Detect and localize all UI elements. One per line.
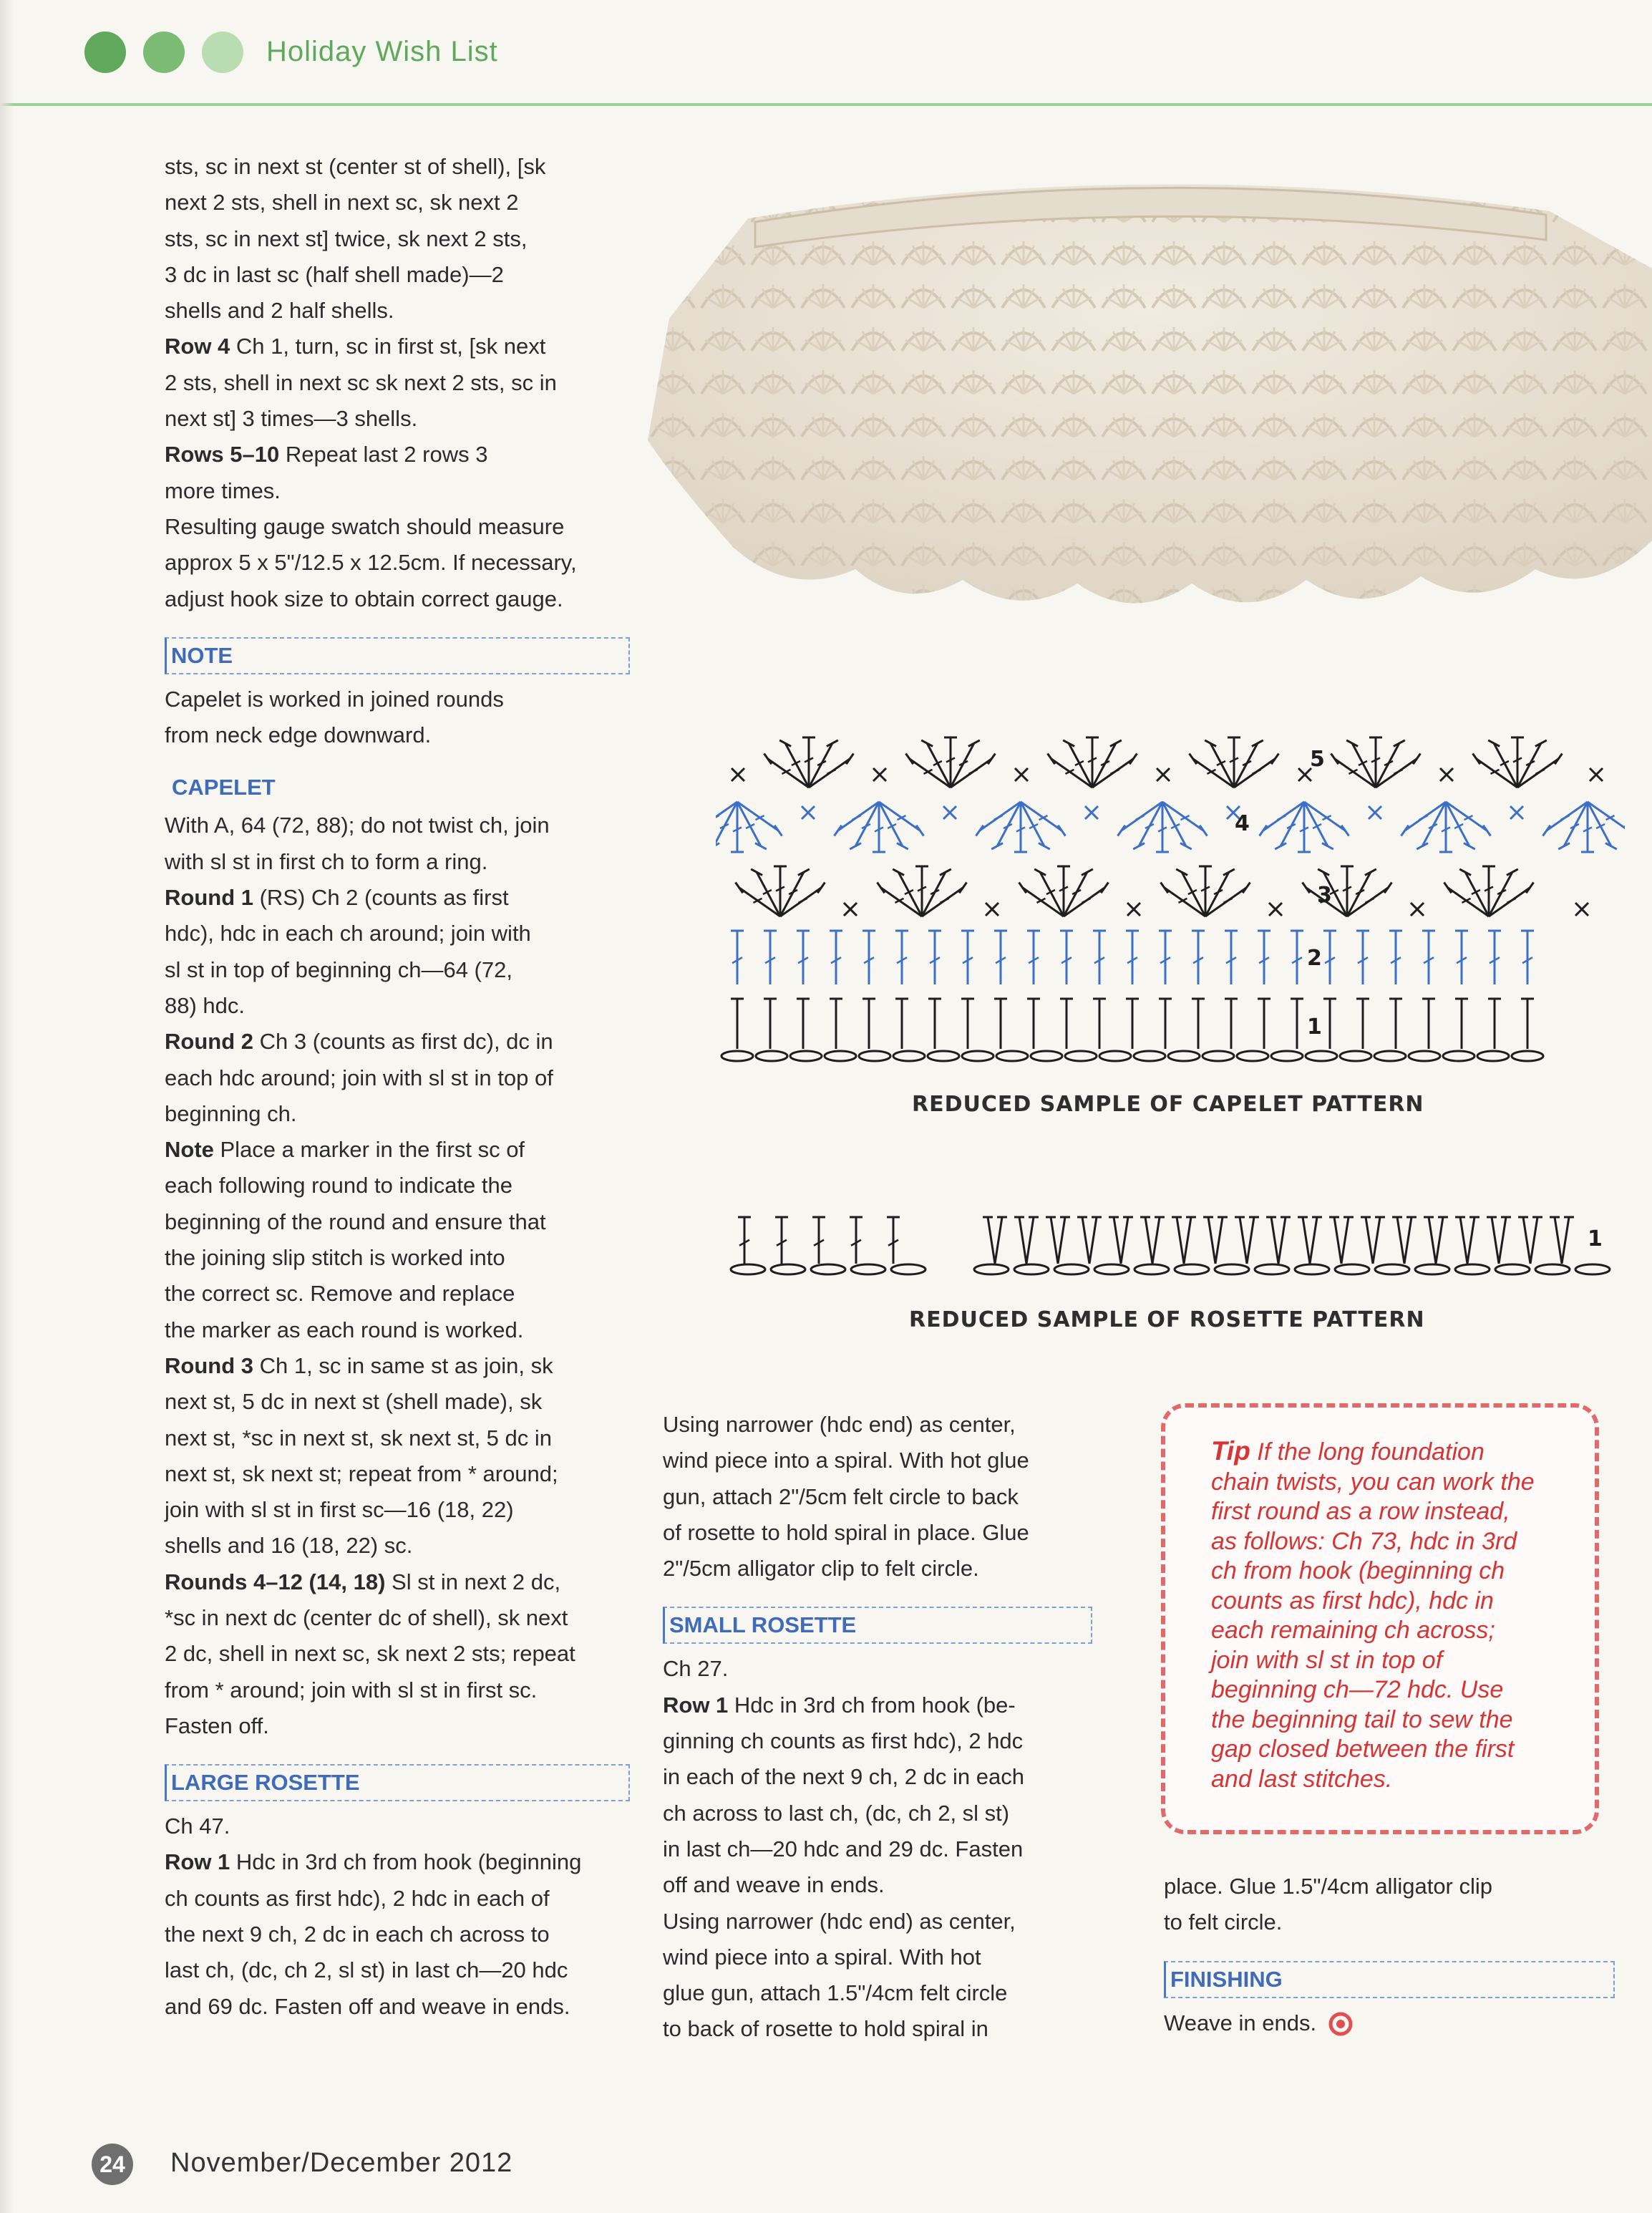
- section-title: Holiday Wish List: [266, 36, 498, 67]
- capelet-photo: [648, 140, 1652, 641]
- dc-symbol: [1192, 931, 1205, 984]
- hdc-symbol: [738, 1217, 751, 1264]
- shell-symbol: [1302, 866, 1391, 916]
- dc-symbol: [1389, 931, 1402, 984]
- gauge-text: Resulting gauge swatch should measure approx 5 x 5"/12.5 x 12.5cm. If necessary, adjust hook size to obtain correct gauge.: [165, 513, 577, 611]
- header-rule: [0, 103, 1652, 106]
- chain-symbol: [790, 1051, 822, 1061]
- capelet-stitch-chart: [716, 737, 1625, 1061]
- hdc-symbol: [1356, 999, 1369, 1049]
- chain-symbol: [825, 1051, 856, 1061]
- hdc-symbol: [895, 999, 908, 1049]
- hdc-symbol: [731, 999, 744, 1049]
- hdc-symbol: [812, 1217, 825, 1264]
- shell-symbol: [735, 866, 825, 916]
- dc-symbol: [830, 931, 842, 984]
- chain-symbol: [928, 1051, 959, 1061]
- dc-pair-symbol: [1014, 1217, 1039, 1264]
- round-number-2: 2: [1307, 946, 1322, 971]
- hdc-symbol: [1159, 999, 1172, 1049]
- sc-symbol: [1440, 768, 1453, 781]
- chain-symbol: [1134, 1051, 1165, 1061]
- shell-symbol: [1259, 802, 1349, 852]
- sc-symbol: [873, 768, 886, 781]
- chain-symbol: [1375, 1264, 1409, 1274]
- end-mark-icon: [1328, 2012, 1353, 2036]
- chain-symbol: [859, 1051, 890, 1061]
- hdc-symbol: [764, 999, 777, 1049]
- round-number-3: 3: [1317, 883, 1332, 908]
- capelet-illustration: [648, 140, 1652, 641]
- dc-pair-symbol: [1046, 1217, 1070, 1264]
- header-dot-medium: [143, 32, 185, 73]
- dc-pair-symbol: [1392, 1217, 1417, 1264]
- page-header: [0, 0, 1652, 107]
- chain-symbol: [1215, 1264, 1249, 1274]
- dc-symbol: [1126, 931, 1139, 984]
- chain-symbol: [891, 1264, 925, 1274]
- shell-symbol: [976, 802, 1065, 852]
- dc-symbol: [1258, 931, 1270, 984]
- chain-symbol: [731, 1264, 765, 1274]
- large-rosette-heading: LARGE ROSETTE: [165, 1764, 630, 1801]
- dc-pair-symbol: [1518, 1217, 1542, 1264]
- round-number-5: 5: [1310, 747, 1325, 772]
- dc-symbol: [1488, 931, 1501, 984]
- sc-symbol: [986, 903, 999, 916]
- dc-pair-symbol: [1109, 1217, 1133, 1264]
- shell-symbol: [877, 866, 966, 916]
- hdc-symbol: [994, 999, 1007, 1049]
- dc-symbol: [731, 931, 744, 984]
- chain-symbol: [1065, 1051, 1097, 1061]
- chain-symbol: [1168, 1051, 1200, 1061]
- shell-symbol: [1160, 866, 1250, 916]
- chain-symbol: [1374, 1051, 1406, 1061]
- dc-symbol: [1521, 931, 1534, 984]
- sc-symbol: [1510, 806, 1523, 819]
- chain-symbol: [1099, 1051, 1131, 1061]
- sc-symbol: [1157, 768, 1170, 781]
- shell-symbol: [1047, 737, 1137, 788]
- page-number: 24: [92, 2144, 133, 2185]
- shell-symbol: [1189, 737, 1278, 788]
- large-rosette-spiral: Using narrower (hdc end) as center, wind piece into a spiral. With hot glue gun, attach 2"/5cm felt circle to back of rosette to hold spiral in place. Glue 2"/5cm alligator clip to felt circle.: [663, 1412, 1029, 1582]
- round-number-4: 4: [1235, 811, 1250, 836]
- rounds4-12-instruction: Rounds 4–12 (14, 18) Sl st in next 2 dc, *sc in next dc (center dc of shell), sk next 2 dc, shell in next sc, sk next 2 sts; repeat from * around; join with sl st in first sc. Fasten off.: [165, 1569, 575, 1738]
- chain-symbol: [756, 1051, 787, 1061]
- capelet-heading: CAPELET: [172, 775, 276, 800]
- rosette-stitch-chart: [731, 1217, 1610, 1274]
- dc-symbol: [764, 931, 777, 984]
- dc-symbol: [1093, 931, 1106, 984]
- header-dot-dark: [84, 32, 126, 73]
- left-column: [165, 149, 630, 2025]
- dc-symbol: [797, 931, 810, 984]
- dc-symbol: [895, 931, 908, 984]
- chain-symbol: [1335, 1264, 1369, 1274]
- dc-symbol: [1159, 931, 1172, 984]
- chain-symbol: [771, 1264, 805, 1274]
- dc-pair-symbol: [1329, 1217, 1354, 1264]
- hdc-symbol: [1291, 999, 1303, 1049]
- dc-symbol: [961, 931, 974, 984]
- dc-pair-symbol: [1487, 1217, 1511, 1264]
- sc-symbol: [802, 806, 815, 819]
- chain-symbol: [1512, 1051, 1543, 1061]
- sc-symbol: [732, 768, 744, 781]
- chain-symbol: [1237, 1051, 1268, 1061]
- hdc-symbol: [850, 1217, 863, 1264]
- hdc-symbol: [961, 999, 974, 1049]
- shell-symbol: [764, 737, 853, 788]
- hdc-symbol: [1027, 999, 1040, 1049]
- sc-symbol: [943, 806, 956, 819]
- dc-pair-symbol: [1077, 1217, 1102, 1264]
- sc-symbol: [1369, 806, 1381, 819]
- round-number-1: 1: [1307, 1015, 1322, 1040]
- rosette-row-number: 1: [1588, 1226, 1603, 1251]
- right-column: [1164, 1869, 1615, 2041]
- dc-pair-symbol: [1361, 1217, 1385, 1264]
- dc-pair-symbol: [1172, 1217, 1196, 1264]
- chain-symbol: [1202, 1051, 1234, 1061]
- dc-pair-symbol: [1140, 1217, 1165, 1264]
- dc-pair-symbol: [1266, 1217, 1291, 1264]
- hdc-symbol: [1488, 999, 1501, 1049]
- tip-box: [1161, 1403, 1599, 1834]
- middle-column: [663, 1407, 1092, 2048]
- chain-symbol: [1455, 1264, 1490, 1274]
- shell-symbol: [1117, 802, 1207, 852]
- hdc-symbol: [797, 999, 810, 1049]
- sc-symbol: [1575, 903, 1588, 916]
- dc-pair-symbol: [1235, 1217, 1259, 1264]
- chain-symbol: [1340, 1051, 1371, 1061]
- note-text: Capelet is worked in joined rounds from neck edge downward.: [165, 686, 504, 748]
- chain-symbol: [1495, 1264, 1530, 1274]
- chain-symbol: [1535, 1264, 1570, 1274]
- tip-label: Tip: [1211, 1436, 1250, 1466]
- large-rosette-chain: Ch 47.: [165, 1814, 230, 1839]
- round2-instruction: Round 2 Ch 3 (counts as first dc), dc in each hdc around; join with sl st in top of beginning ch.: [165, 1029, 553, 1126]
- rows5-10-instruction: Rows 5–10 Repeat last 2 rows 3 more times.: [165, 442, 488, 503]
- header-dot-light: [202, 32, 243, 73]
- sc-symbol: [1269, 903, 1282, 916]
- chain-symbol: [974, 1264, 1009, 1274]
- chain-symbol: [721, 1051, 753, 1061]
- chain-symbol: [1175, 1264, 1209, 1274]
- capelet-diagram-caption: REDUCED SAMPLE OF CAPELET PATTERN: [912, 1092, 1424, 1117]
- hdc-symbol: [1389, 999, 1402, 1049]
- shell-symbol: [1331, 737, 1420, 788]
- sc-symbol: [844, 903, 857, 916]
- dc-symbol: [1225, 931, 1238, 984]
- dc-pair-symbol: [983, 1217, 1007, 1264]
- dc-symbol: [1323, 931, 1336, 984]
- chain-symbol: [1477, 1051, 1509, 1061]
- shell-symbol: [1472, 737, 1562, 788]
- chain-symbol: [1409, 1051, 1440, 1061]
- hdc-symbol: [1093, 999, 1106, 1049]
- chain-symbol: [1031, 1051, 1062, 1061]
- hdc-symbol: [1258, 999, 1270, 1049]
- small-rosette-heading: SMALL ROSETTE: [663, 1607, 1092, 1644]
- small-rosette-glue: place. Glue 1.5"/4cm alligator clip to felt circle.: [1164, 1874, 1493, 1935]
- chain-symbol: [1094, 1264, 1129, 1274]
- dc-symbol: [1027, 931, 1040, 984]
- finishing-text: Weave in ends.: [1164, 2005, 1615, 2041]
- chain-symbol: [1443, 1051, 1474, 1061]
- chain-symbol: [1575, 1264, 1610, 1274]
- rosette-diagram-caption: REDUCED SAMPLE OF ROSETTE PATTERN: [909, 1307, 1425, 1332]
- round3-instruction: Round 3 Ch 1, sc in same st as join, sk next st, 5 dc in next st (shell made), sk next st, *sc in next st, sk next st, 5 dc in next st, sk next st; repeat from * around; join with sl st in first sc—16 (18, 22) shells and 16 (18, 22) sc.: [165, 1352, 558, 1559]
- dc-symbol: [1455, 931, 1468, 984]
- shell-symbol: [1019, 866, 1108, 916]
- dc-pair-symbol: [1550, 1217, 1574, 1264]
- chain-symbol: [1054, 1264, 1089, 1274]
- sc-symbol: [1590, 768, 1603, 781]
- dc-pair-symbol: [1203, 1217, 1228, 1264]
- dc-pair-symbol: [1455, 1217, 1479, 1264]
- hdc-symbol: [1455, 999, 1468, 1049]
- dc-symbol: [1356, 931, 1369, 984]
- sc-symbol: [1127, 903, 1140, 916]
- dc-symbol: [1060, 931, 1073, 984]
- hdc-symbol: [775, 1217, 788, 1264]
- hdc-symbol: [887, 1217, 900, 1264]
- chain-symbol: [1271, 1051, 1303, 1061]
- hdc-symbol: [1126, 999, 1139, 1049]
- sc-symbol: [1085, 806, 1098, 819]
- intro-text: sts, sc in next st (center st of shell), [sk next 2 sts, shell in next sc, sk next 2 sts, sc in next st] twice, sk next 2 sts, 3 dc in last sc (half shell made)—2 shells and 2 half shells.: [165, 154, 546, 324]
- marker-note: Note Place a marker in the first sc of each following round to indicate the beginning of the round and ensure that the joining slip stitch is worked into the correct sc. Remove and replace the marker as each round is worked.: [165, 1137, 546, 1342]
- hdc-symbol: [1323, 999, 1336, 1049]
- dc-pair-symbol: [1424, 1217, 1448, 1264]
- chain-symbol: [1295, 1264, 1329, 1274]
- round1-instruction: Round 1 (RS) Ch 2 (counts as first hdc), hdc in each ch around; join with sl st in top of beginning ch—64 (72, 88) hdc.: [165, 885, 531, 1018]
- chain-symbol: [962, 1051, 993, 1061]
- sc-symbol: [1015, 768, 1028, 781]
- large-rosette-row1: Row 1 Hdc in 3rd ch from hook (beginning ch counts as first hdc), 2 hdc in each of the next 9 ch, 2 dc in each ch across to last ch, (dc, ch 2, sl st) in last ch—20 hdc and 69 dc. Fasten off and weave in ends.: [165, 1849, 582, 2019]
- hdc-symbol: [1225, 999, 1238, 1049]
- shell-symbol: [834, 802, 923, 852]
- row4-instruction: Row 4 Ch 1, turn, sc in first st, [sk next 2 sts, shell in next sc sk next 2 sts, sc in next st] 3 times—3 shells.: [165, 334, 557, 432]
- chain-symbol: [851, 1264, 885, 1274]
- chain-symbol: [893, 1051, 925, 1061]
- dc-pair-symbol: [1298, 1217, 1322, 1264]
- chain-symbol: [811, 1264, 845, 1274]
- dc-symbol: [1422, 931, 1435, 984]
- hdc-symbol: [863, 999, 875, 1049]
- dc-symbol: [1291, 931, 1303, 984]
- dc-symbol: [863, 931, 875, 984]
- dc-symbol: [994, 931, 1007, 984]
- note-heading: NOTE: [165, 637, 630, 674]
- shell-symbol: [1401, 802, 1490, 852]
- chain-symbol: [1306, 1051, 1337, 1061]
- hdc-symbol: [830, 999, 842, 1049]
- dc-symbol: [928, 931, 941, 984]
- capelet-foundation: With A, 64 (72, 88); do not twist ch, join with sl st in first ch to form a ring.: [165, 813, 550, 874]
- shell-symbol: [716, 802, 782, 852]
- shell-symbol: [905, 737, 995, 788]
- hdc-symbol: [1521, 999, 1534, 1049]
- page-gutter-shadow: [0, 0, 14, 2213]
- chain-symbol: [1014, 1264, 1049, 1274]
- shell-texture: [648, 184, 1652, 603]
- sc-symbol: [1411, 903, 1424, 916]
- issue-date: November/December 2012: [170, 2148, 513, 2178]
- shell-symbol: [1444, 866, 1533, 916]
- stitch-diagram-svg: [716, 694, 1625, 1339]
- hdc-symbol: [1422, 999, 1435, 1049]
- chain-symbol: [996, 1051, 1028, 1061]
- small-rosette-row1: Row 1 Hdc in 3rd ch from hook (be- ginning ch counts as first hdc), 2 hdc in each of the next 9 ch, 2 dc in each ch across to last ch, (dc, ch 2, sl st) in last ch—20 hdc and 29 dc. Fasten off and weave in ends. Using narrower (hdc end) as center, wind piece into a spiral. With hot glue gun, attach 1.5"/4cm felt circle to back of rosette to hold spiral in: [663, 1692, 1024, 2042]
- tip-text: Tip If the long foundation chain twists, you can work the first round as a row instead, as follows: Ch 73, hdc in 3rd ch from hook (beginning ch counts as first hdc), hdc in each remaining ch across; join with sl st in top of beginning ch—72 hdc. Use the beginning tail to sew the gap closed between the first and last stitches.: [1211, 1436, 1535, 1793]
- stitch-diagrams: [716, 694, 1625, 1339]
- shell-symbol: [1542, 802, 1625, 852]
- hdc-symbol: [928, 999, 941, 1049]
- small-rosette-chain: Ch 27.: [663, 1656, 729, 1682]
- chain-symbol: [1255, 1264, 1289, 1274]
- finishing-heading: FINISHING: [1164, 1961, 1615, 1998]
- hdc-symbol: [1192, 999, 1205, 1049]
- hdc-symbol: [1060, 999, 1073, 1049]
- chain-symbol: [1134, 1264, 1169, 1274]
- chain-symbol: [1415, 1264, 1449, 1274]
